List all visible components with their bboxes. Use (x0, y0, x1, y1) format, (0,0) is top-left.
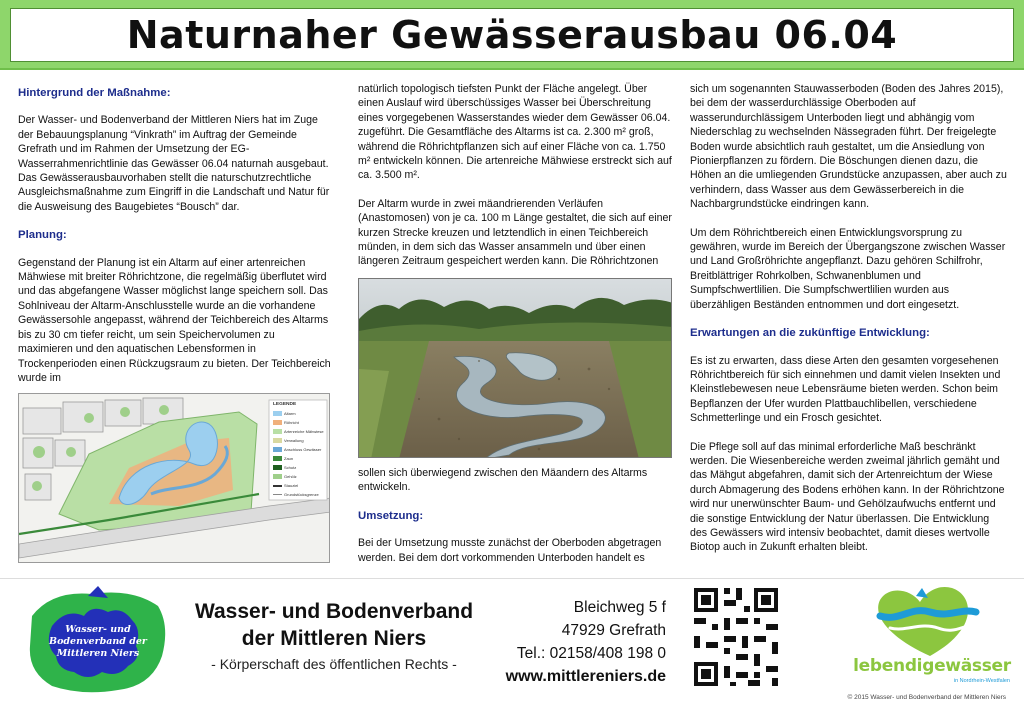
heading-umsetzung: Umsetzung: (358, 509, 424, 522)
organisation-name-line2: der Mittleren Niers (241, 627, 427, 650)
title-banner (0, 0, 1024, 70)
paragraph-pflege: Die Pflege soll auf das minimal erforderliche Maß beschränkt werden. Die Wiesenbereiche werden zweimal jährlich gemäht und das Mähgut abgefahren, damit sich der Artenreichtum der Wiese durch Abmagerung des Bodens erhöhen kann. In der Röhrichtzone wird nur unerwünschter Baum- und Gehölzaufwuchs entfernt und die sonstige Entwicklung der Natur überlassen. Die Entwicklung des Gewässers wird intensiv beobachtet, damit dieses wertvolle Biotop auch in Zukunft erhalten bleibt. (690, 440, 1005, 554)
verband-logo (22, 586, 172, 698)
address-city: 47929 Grefrath (561, 622, 666, 639)
heading-planung: Planung: (18, 229, 67, 242)
paragraph-planung: Gegenstand der Planung ist ein Altarm auf einer artenreichen Mähwiese mit breiter Röhrichtzone, die regelmäßig überflutet wird und das abgefangene Wasser möglichst lange speichern soll. Das Sohlniveau der Altarm-Anschlusstelle wurde an die vorhandene Gewässersohle angepasst, während der Teichbereich des Altarms bis zu 30 cm tiefer reicht, um sein Speichervolumen zu maximieren und den aquatischen Lebensformen in Trockenperioden einen Rückzugsraum zu bieten. Der Teichbereich wurde im (18, 256, 331, 384)
legend-swatch (273, 411, 282, 416)
lebendige-gewaesser-brand: lebendigewässer (853, 656, 1011, 676)
verband-logo-text: Wasser- und Bodenverband der Mittleren Niers (49, 624, 147, 659)
heading-hintergrund: Hintergrund der Maßnahme: (18, 87, 171, 99)
legend-label: Röhricht (284, 420, 299, 425)
legend-label: Verwallung (284, 438, 304, 443)
plan-legend-item (273, 418, 329, 427)
organisation-subtitle: - Körperschaft des öffentlichen Rechts - (211, 656, 457, 672)
legend-swatch (273, 429, 282, 434)
legend-swatch (273, 474, 282, 479)
copyright-notice: © 2015 Wasser- und Bodenverband der Mittleren Niers (847, 694, 1006, 701)
paragraph-entwicklungsvorsprung: Um dem Röhrichtbereich einen Entwicklungsvorsprung zu gewähren, wurde im Bereich der Übergangszone zwischen Wasser und Land Großröhrichte angepflanzt. Dazu gehören Schilfrohr, Breitblättriger Rohrkolben, Schwanenblumen und Sumpfschwertlilien. Die Sumpfschwertlilien wurden aus überzähligen Beständen entnommen und dort eingesetzt. (690, 226, 1006, 311)
page-title: Naturnaher Gewässerausbau 06.04 (126, 13, 898, 57)
legend-label: Artenreiche Mähwiese (284, 429, 324, 434)
paragraph-flaeche: natürlich topologisch tiefsten Punkt der Fläche angelegt. Über einen Auslauf wird überschüssiges Wasser bei Überschreitung eines vorgegebenen Wasserstandes wieder dem Gewässer 06.04. zugeführt. Die Gesamtfläche des Altarms ist ca. 2.300 m² groß, während die Röhrichtpflanzen sich auf einer Fläche von ca. 1.750 m² entwickeln können. Die artenreiche Mähwiese erstreckt sich auf ca. 3.500 m². (358, 83, 672, 182)
plan-map (18, 393, 330, 563)
organisation-block (184, 598, 484, 672)
plan-legend-item (273, 454, 329, 463)
legend-label: Zaun (284, 456, 294, 461)
plan-legend-item (273, 427, 329, 436)
address-website[interactable]: www.mittlereniers.de (505, 668, 666, 685)
plan-legend-item (273, 436, 329, 445)
address-block (500, 596, 666, 688)
title-box (10, 8, 1014, 62)
legend-swatch (273, 465, 282, 470)
plan-legend-item (273, 409, 329, 418)
plan-legend-item (273, 490, 329, 499)
legend-label: Schutz (284, 465, 297, 470)
paragraph-umsetzung: Bei der Umsetzung musste zunächst der Oberboden abgetragen werden. Bei dem dort vorkommenden Unterboden handelt es (358, 537, 662, 564)
plan-legend (273, 402, 329, 499)
site-photo (358, 278, 672, 458)
legend-swatch (273, 494, 282, 495)
site-photo-drawing (359, 279, 672, 458)
legend-label: Gehölz (284, 474, 297, 479)
plan-legend-item (273, 481, 329, 490)
paragraph-hintergrund: Der Wasser- und Bodenverband der Mittleren Niers hat im Zuge der Bebauungsplanung “Vinkrath” im Auftrag der Gemeinde Grefrath und im Rahmen der Umsetzung der EG-Wasserrahmenrichtlinie das Gewässer 06.04 naturnah ausgebaut. Das Gewässerausbauvorhaben stellt die naturschutzrechtliche Ausgleichsmaßnahme zum Eingriff in die Landschaft und Natur für die Ausweisung des Baugebietes “Bousch” dar. (18, 114, 330, 213)
footer-divider (0, 578, 1024, 579)
paragraph-stauwasserboden: sich um sogenannten Stauwasserboden (Boden des Jahres 2015), bei dem der wasserdurchlässige Oberboden auf wasserundurchlässigem Unterboden liegt und abhängig vom Niederschlag zu wechselnden Nässegraden führt. Der freigelegte Boden wurde absichtlich rauh gestaltet, um die Ansiedlung von Pionierpflanzen zu fördern. Die Böschungen dienen dazu, die Höhen an die umliegenden Grundstücke anzupassen, aber auch zu verhindern, dass Wasser aus dem Gewässerbereich in die Nachbargrundstücke eindringen kann. (690, 83, 1007, 211)
column-middle (358, 82, 672, 283)
paragraph-roehricht: sollen sich überwiegend zwischen den Mäandern des Altarms entwickeln. (358, 467, 648, 494)
lebendige-gewaesser-heart-icon (850, 582, 1010, 662)
paragraph-altarm: Der Altarm wurde in zwei mäandrierenden Verläufen (Anastomosen) von je ca. 100 m Länge gestaltet, die sich auf einer kurzen Strecke kreuzen und letztendlich in einen Teichbereich münden, in dem sich das Wasser ansammeln und über einen längeren Zeitraum gespeichert werden kann. Die Röhrichtzonen (358, 197, 672, 268)
legend-label: Altarm (284, 411, 296, 416)
paragraph-erwartungen: Es ist zu erwarten, dass diese Arten den gesamten vorgesehenen Röhrichtbereich für sich einnehmen und damit vielen Insekten und Kleinstlebewesen neue Lebensräume bieten werden. Schon beim Bepflanzen der Ufer wurden Plattbauchlibellen, verschiedene Schmetterlinge und ein Frosch gesichtet. (690, 354, 1001, 425)
heading-erwartungen: Erwartungen an die zukünftige Entwicklung: (690, 327, 930, 340)
address-street: Bleichweg 5 f (573, 599, 666, 616)
plan-legend-title: LEGENDE (273, 402, 297, 407)
address-phone: Tel.: 02158/408 198 0 (516, 645, 666, 662)
legend-label: Stauziel (284, 483, 299, 488)
plan-legend-item (273, 472, 329, 481)
column-right (690, 82, 1008, 569)
legend-swatch (273, 485, 282, 487)
organisation-name-line1: Wasser- und Bodenverband (194, 600, 474, 623)
column-left (18, 82, 332, 399)
legend-label: Anschluss Gewässer (284, 447, 322, 452)
legend-swatch (273, 456, 282, 461)
plan-legend-item (273, 445, 329, 454)
legend-swatch (273, 447, 282, 452)
plan-legend-item (273, 463, 329, 472)
lebendige-gewaesser-logo (850, 582, 1010, 694)
legend-label: Grundstücksgrenze (284, 492, 319, 497)
lebendige-gewaesser-sub: in Nordrhein-Westfalen (953, 678, 1010, 684)
legend-swatch (273, 438, 282, 443)
qr-code-icon (688, 582, 784, 692)
legend-swatch (273, 420, 282, 425)
column-middle-lower (358, 466, 672, 579)
qr-code[interactable] (688, 582, 784, 692)
